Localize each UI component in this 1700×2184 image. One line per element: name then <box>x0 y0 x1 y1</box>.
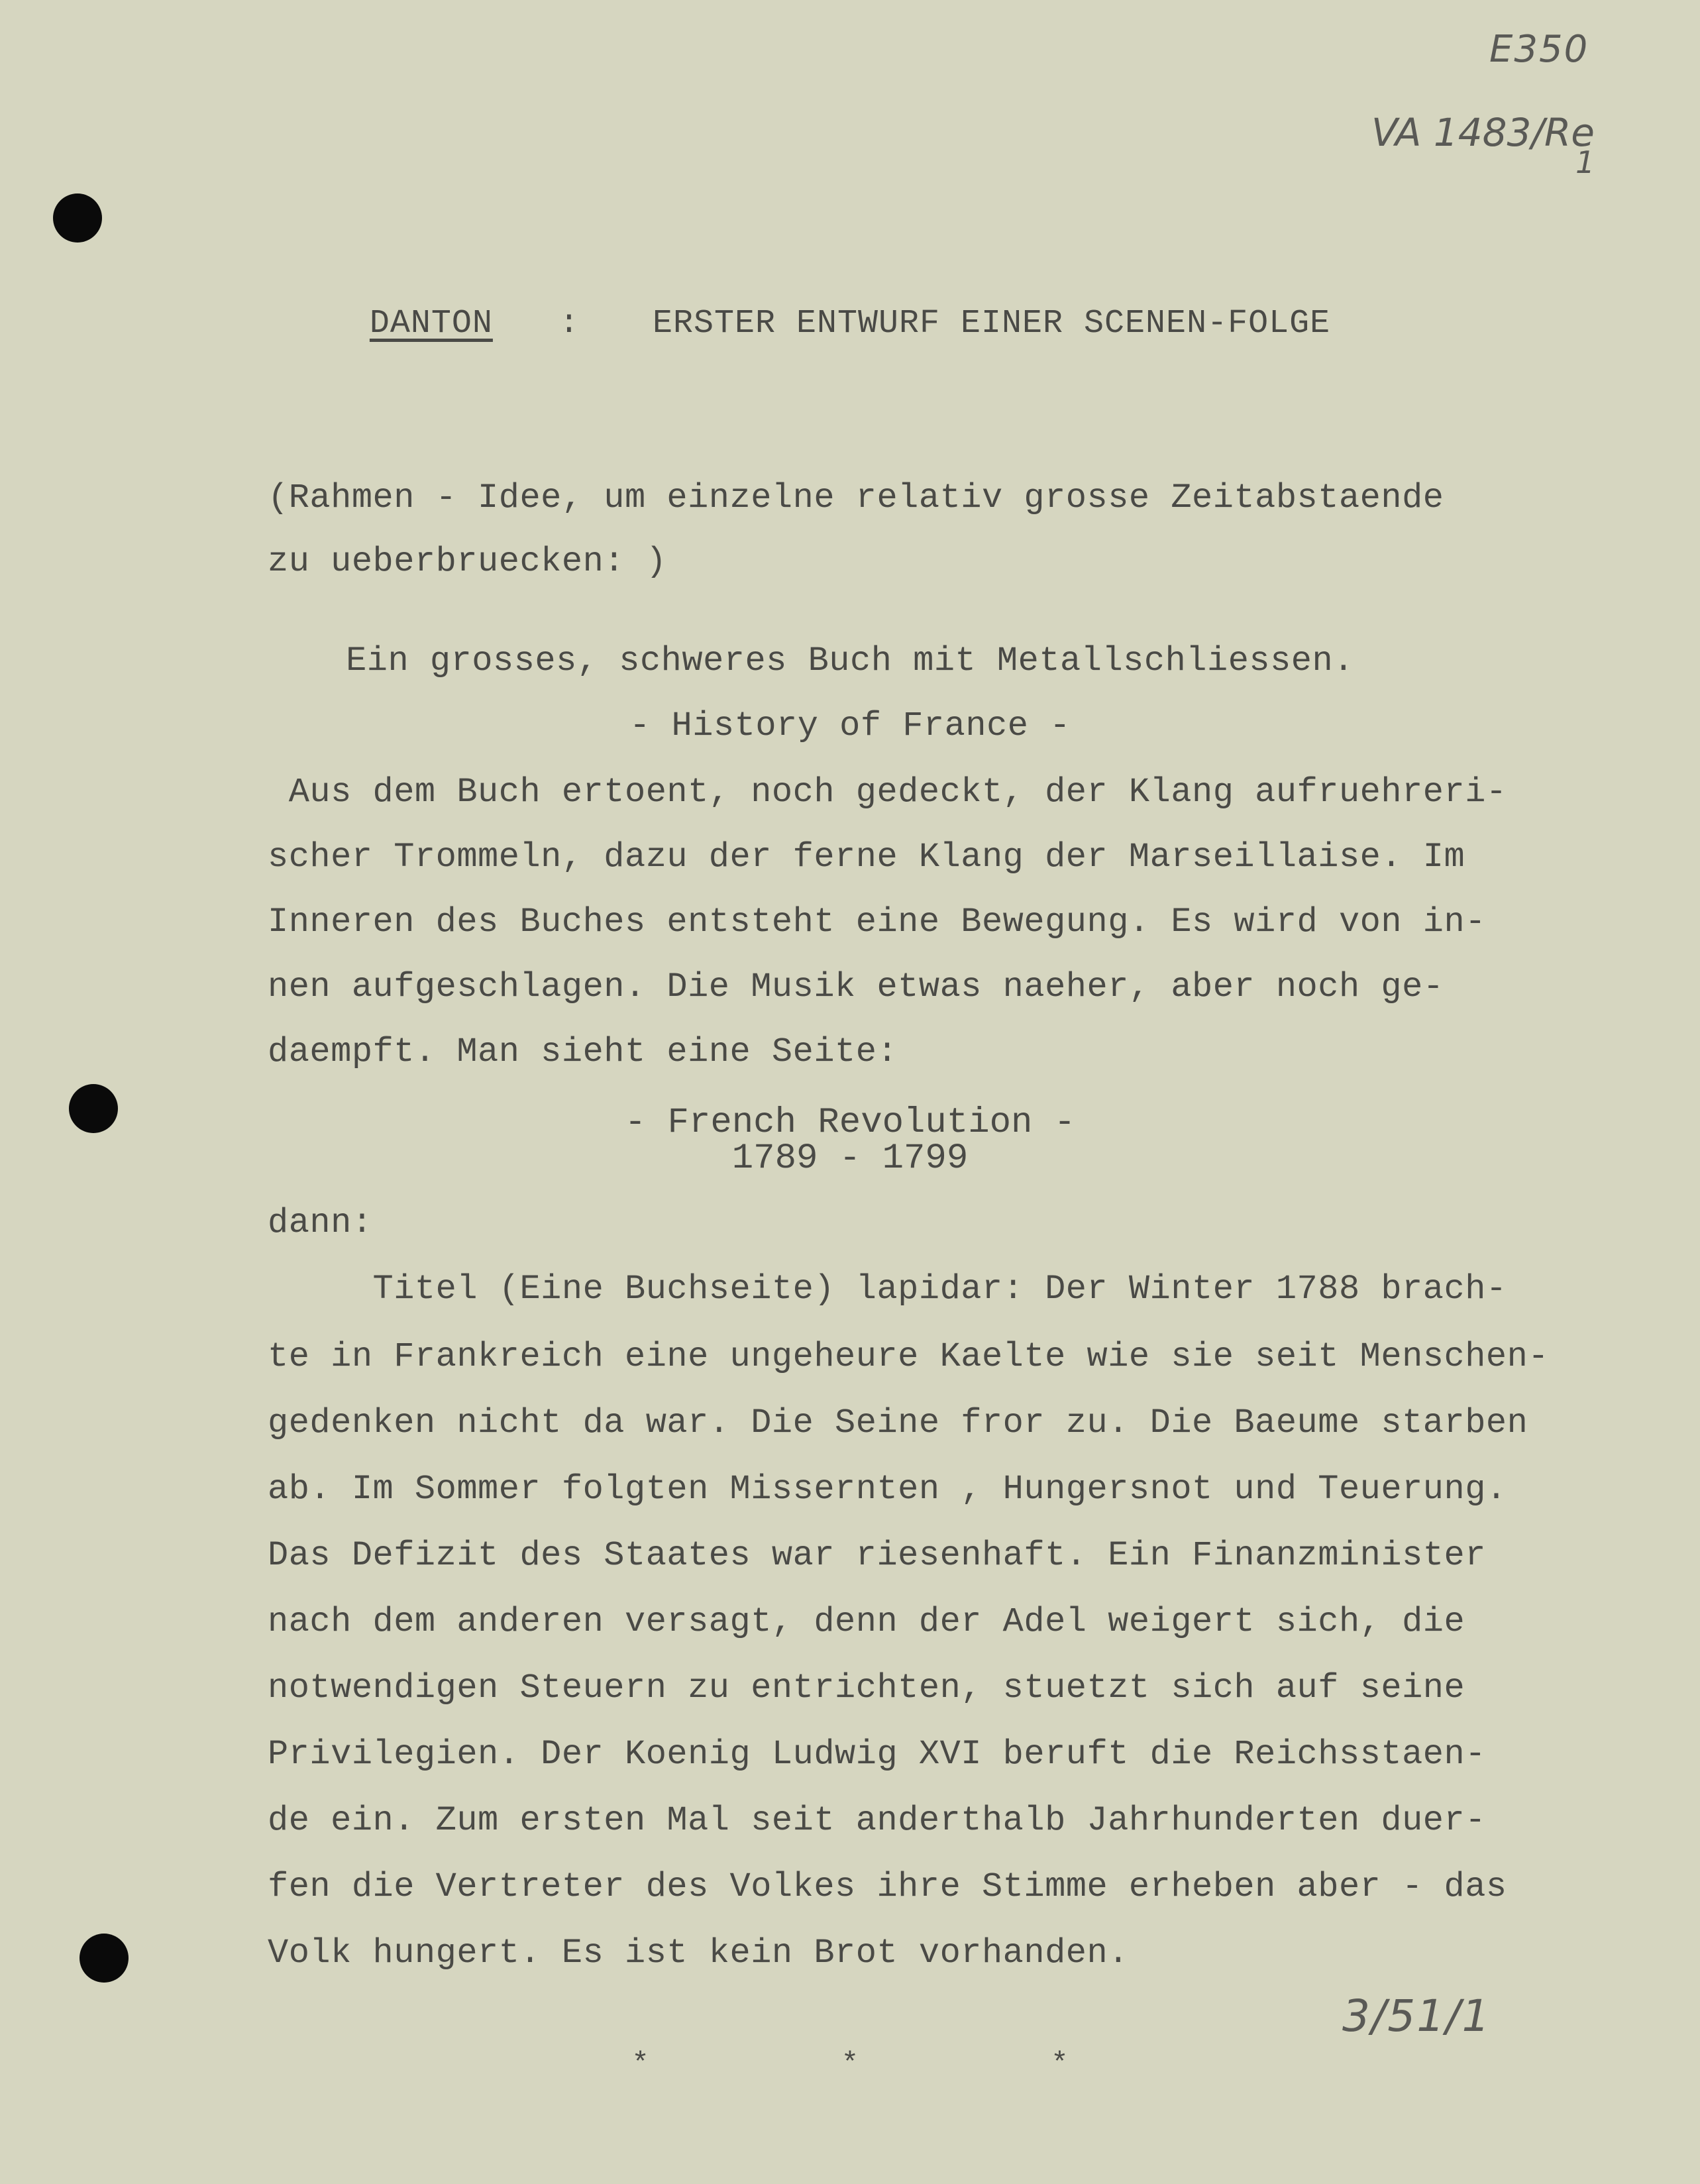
paragraph2-line-7: notwendigen Steuern zu entrichten, stuetzt sich auf seine <box>268 1668 1465 1708</box>
title-main: DANTON <box>369 305 493 343</box>
section-ornament <box>0 2048 1700 2081</box>
document-title <box>0 305 1700 343</box>
archive-reference-sub: 1 <box>1575 144 1595 180</box>
intro-line-1: (Rahmen - Idee, um einzelne relativ grosse Zeitabstaende <box>268 478 1444 518</box>
intro-line-2: zu ueberbruecken: ) <box>268 542 667 581</box>
paragraph1-line-5: daempft. Man sieht eine Seite: <box>268 1032 898 1071</box>
paragraph1-line-2: scher Trommeln, dazu der ferne Klang der Marseillaise. Im <box>268 838 1465 877</box>
paragraph2-line-4: ab. Im Sommer folgten Missernten , Hungersnot und Teuerung. <box>268 1470 1507 1509</box>
book-description: Ein grosses, schweres Buch mit Metallschliessen. <box>346 641 1354 681</box>
paragraph2-line-3: gedenken nicht da war. Die Seine fror zu. Die Baeume starben <box>268 1403 1528 1443</box>
archive-code-bottom: 3/51/1 <box>1342 1991 1491 2042</box>
caption-years: 1789 - 1799 <box>731 1138 969 1179</box>
ornament-star: * <box>631 2048 649 2081</box>
paragraph2-line-1: Titel (Eine Buchseite) lapidar: Der Winter 1788 brach- <box>268 1270 1507 1309</box>
archive-reference: VA 1483/Re <box>1371 110 1595 155</box>
ornament-star: * <box>841 2048 859 2081</box>
dann-label: dann: <box>268 1203 373 1242</box>
ornament-star: * <box>1051 2048 1069 2081</box>
paragraph2-line-2: te in Frankreich eine ungeheure Kaelte wie sie seit Menschen- <box>268 1337 1550 1376</box>
punch-hole-top <box>53 193 102 243</box>
paragraph1-line-3: Inneren des Buches entsteht eine Bewegung. Es wird von in- <box>268 902 1486 942</box>
paragraph1-line-4: nen aufgeschlagen. Die Musik etwas naeher, aber noch ge- <box>268 967 1444 1007</box>
archive-code-top: E350 <box>1489 28 1589 71</box>
paragraph2-line-8: Privilegien. Der Koenig Ludwig XVI beruft die Reichsstaen- <box>268 1735 1486 1774</box>
book-title: - History of France - <box>629 706 1071 745</box>
paragraph1-line-1: Aus dem Buch ertoent, noch gedeckt, der Klang aufruehreri- <box>268 773 1507 812</box>
paragraph2-line-11: Volk hungert. Es ist kein Brot vorhanden. <box>268 1934 1129 1973</box>
paragraph2-line-5: Das Defizit des Staates war riesenhaft. Ein Finanzminister <box>268 1536 1486 1575</box>
paragraph2-line-9: de ein. Zum ersten Mal seit anderthalb Jahrhunderten duer- <box>268 1801 1486 1840</box>
paragraph2-line-10: fen die Vertreter des Volkes ihre Stimme erheben aber - das <box>268 1867 1507 1906</box>
paragraph2-line-6: nach dem anderen versagt, denn der Adel weigert sich, die <box>268 1602 1465 1641</box>
title-separator: : <box>558 305 580 343</box>
title-sub: ERSTER ENTWURF EINER SCENEN-FOLGE <box>652 305 1331 343</box>
punch-hole-bottom <box>80 1934 129 1983</box>
caption-french-revolution: - French Revolution - <box>624 1103 1076 1143</box>
